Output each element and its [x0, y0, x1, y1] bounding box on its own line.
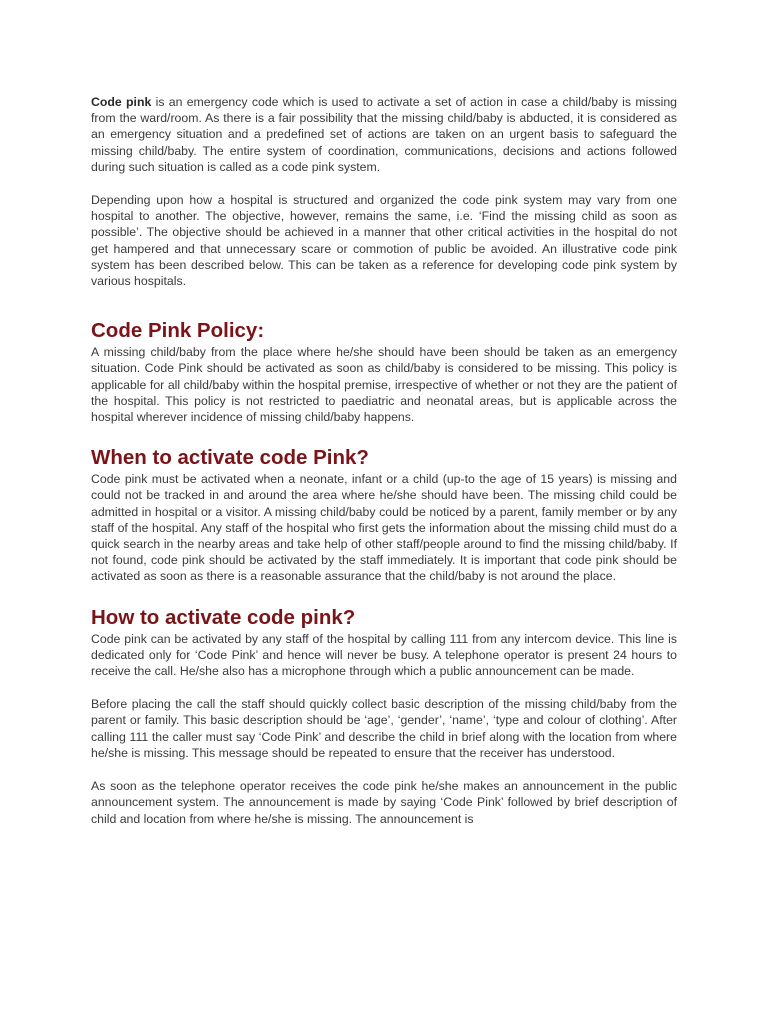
- how-paragraph-2: Before placing the call the staff should quickly collect basic description of the missing child/baby from the parent or family. This basic description should be ‘age’, ‘gender’, ‘name’, ‘type and colour of clothing’. After calling 111 the caller must say ‘Code Pink’ and describe the child in brief along with the location from where he/she is missing. This message should be repeated to ensure that the receiver has understood.: [91, 697, 677, 760]
- policy-paragraph: A missing child/baby from the place where he/she should have been should be taken as an emergency situation. Code Pink should be activated as soon as child/baby is considered to be missing. This policy is applicable for all child/baby within the hospital premise, irrespective of whether or not they are the patient of the hospital. This policy is not restricted to paediatric and neonatal areas, but is applicable across the hospital wherever incidence of missing child/baby happens.: [91, 345, 677, 425]
- intro-paragraph-1: [91, 94, 677, 175]
- code-pink-term: Code pink: [91, 95, 152, 109]
- document-page: [91, 94, 677, 827]
- intro-paragraph-2: Depending upon how a hospital is structured and organized the code pink system may vary from one hospital to another. The objective, however, remains the same, i.e. ‘Find the missing child as soon as possible’. The objective should be achieved in a manner that other critical activities in the hospital do not get hampered and that unnecessary scare or commotion of public be avoided. An illustrative code pink system has been described below. This can be taken as a reference for developing code pink system by various hospitals.: [91, 193, 677, 289]
- when-paragraph: Code pink must be activated when a neonate, infant or a child (up-to the age of 15 years) is missing and could not be tracked in and around the area where he/she should have been. The missing child could be admitted in hospital or a visitor. A missing child/baby could be noticed by a parent, family member or by any staff of the hospital. Any staff of the hospital who first gets the information about the missing child must do a quick search in the nearby areas and take help of other staff/people around to find the missing child/baby. If not found, code pink should be activated by the staff immediately. It is important that code pink should be activated as soon as there is a reasonable assurance that the child/baby is not around the place.: [91, 472, 677, 584]
- intro-paragraph-1-text: is an emergency code which is used to activate a set of action in case a child/baby is missing from the ward/room. As there is a fair possibility that the missing child/baby is abducted, it is considered as an emergency situation and a predefined set of actions are taken on an urgent basis to safeguard the missing child/baby. The entire system of coordination, communications, decisions and actions followed during such situation is called as a code pink system.: [91, 95, 678, 174]
- how-paragraph-3: As soon as the telephone operator receives the code pink he/she makes an announcement in the public announcement system. The announcement is made by saying ‘Code Pink’ followed by brief description of child and location from where he/she is missing. The announcement is: [91, 779, 677, 826]
- policy-heading: Code Pink Policy:: [91, 319, 265, 343]
- how-heading: How to activate code pink?: [91, 605, 356, 629]
- how-paragraph-1: Code pink can be activated by any staff of the hospital by calling 111 from any intercom device. This line is dedicated only for ‘Code Pink’ and hence will never be busy. A telephone operator is present 24 hours to receive the call. He/she also has a microphone through which a public announcement can be made.: [91, 631, 677, 679]
- when-heading: When to activate code Pink?: [91, 446, 369, 470]
